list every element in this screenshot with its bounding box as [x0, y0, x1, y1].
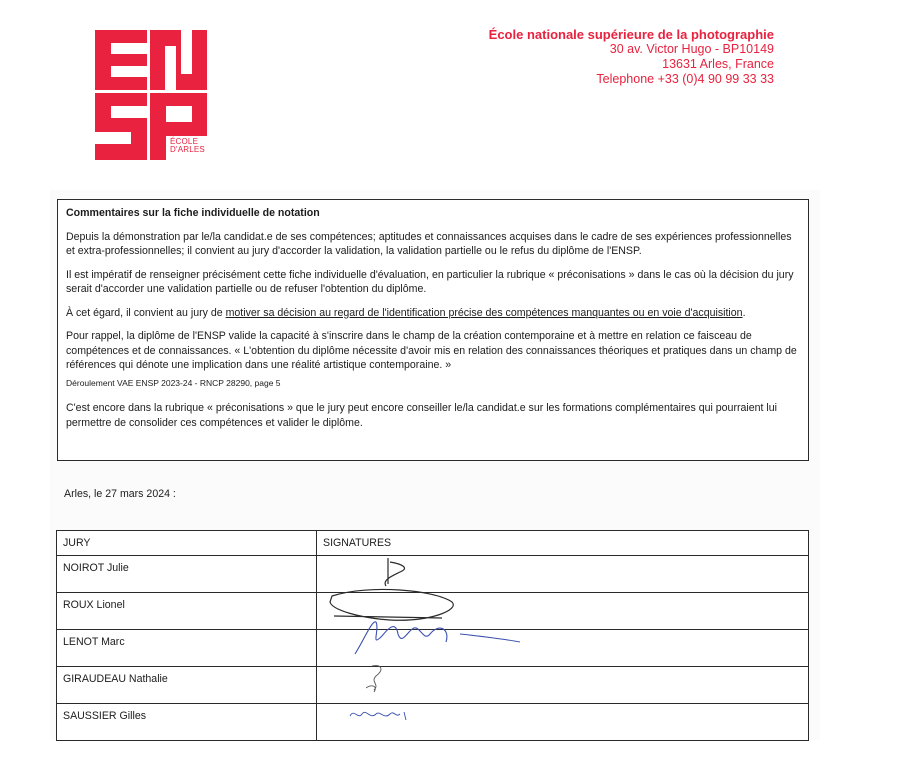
signature-cell: [317, 704, 809, 741]
address-city: 13631 Arles, France: [662, 57, 774, 71]
comments-paragraph-3: [66, 306, 800, 321]
logo-subtitle-line2: D'ARLES: [170, 145, 205, 154]
logo-subtitle: [170, 138, 205, 154]
address-phone: Telephone +33 (0)4 90 99 33 33: [596, 72, 774, 86]
p3-suffix: .: [742, 306, 746, 319]
address-street: 30 av. Victor Hugo - BP10149: [609, 42, 774, 56]
jury-member-name: GIRAUDEAU Nathalie: [57, 667, 317, 704]
logo-subtitle-line1: ÉCOLE: [170, 137, 199, 146]
table-row: [57, 630, 809, 667]
jury-table-header: [57, 531, 809, 556]
jury-member-name: ROUX Lionel: [57, 593, 317, 630]
school-address: [489, 27, 774, 87]
comments-reference: Déroulement VAE ENSP 2023-24 - RNCP 28290, page 5: [66, 377, 281, 388]
header-signatures: SIGNATURES: [317, 531, 809, 556]
table-row: [57, 704, 809, 741]
comments-paragraph-5: C'est encore dans la rubrique « préconisations » que le jury peut encore conseiller le/la candidat.e sur les formations complémentaires qui pourraient lui permettre de consolider ces compétences et valider le diplôme.: [66, 402, 778, 429]
jury-table: [56, 530, 809, 741]
comments-paragraph-2: Il est impératif de renseigner précisément cette fiche individuelle d'évaluation, en particulier la rubrique « préconisations » dans le cas où la décision du jury serait d'accorder une validation partielle ou de refuser l'obtention du diplôme.: [66, 268, 794, 295]
signature-cell: [317, 630, 809, 667]
p3-prefix: À cet égard, il convient au jury de: [66, 306, 226, 319]
comments-box: [57, 199, 809, 461]
comments-heading: Commentaires sur la fiche individuelle de notation: [66, 207, 320, 219]
school-name: École nationale supérieure de la photographie: [488, 27, 774, 42]
table-row: [57, 556, 809, 593]
jury-member-name: SAUSSIER Gilles: [57, 704, 317, 741]
jury-member-name: LENOT Marc: [57, 630, 317, 667]
header-jury: JURY: [57, 531, 317, 556]
p3-underlined: motiver sa décision au regard de l'identification précise des compétences manquantes ou en voie d'acquisition: [225, 306, 743, 319]
table-row: [57, 593, 809, 630]
signature-cell: [317, 667, 809, 704]
table-row: [57, 667, 809, 704]
signature-cell: [317, 556, 809, 593]
jury-member-name: NOIROT Julie: [57, 556, 317, 593]
comments-paragraph-4: Pour rappel, la diplôme de l'ENSP valide la capacité à s'inscrire dans le champ de la création contemporaine et à mettre en relation ce faisceau de compétences et de connaissances. « L'obtention du diplôme nécessite d'avoir mis en relation des connaissances théoriques et pratiques dans un champ de références qui dénote une implication dans une réalité artistique contemporaine. »: [66, 330, 797, 371]
date-line: Arles, le 27 mars 2024 :: [64, 488, 176, 500]
comments-paragraph-1: Depuis la démonstration par le/la candidat.e de ses compétences; aptitudes et connaissances acquises dans le cadre de ses expériences professionnelles et extra-professionnelles; il convient au jury d'accorder la validation, la validation partielle ou le refus du diplôme de l'ENSP.: [66, 230, 792, 257]
signature-cell: [317, 593, 809, 630]
